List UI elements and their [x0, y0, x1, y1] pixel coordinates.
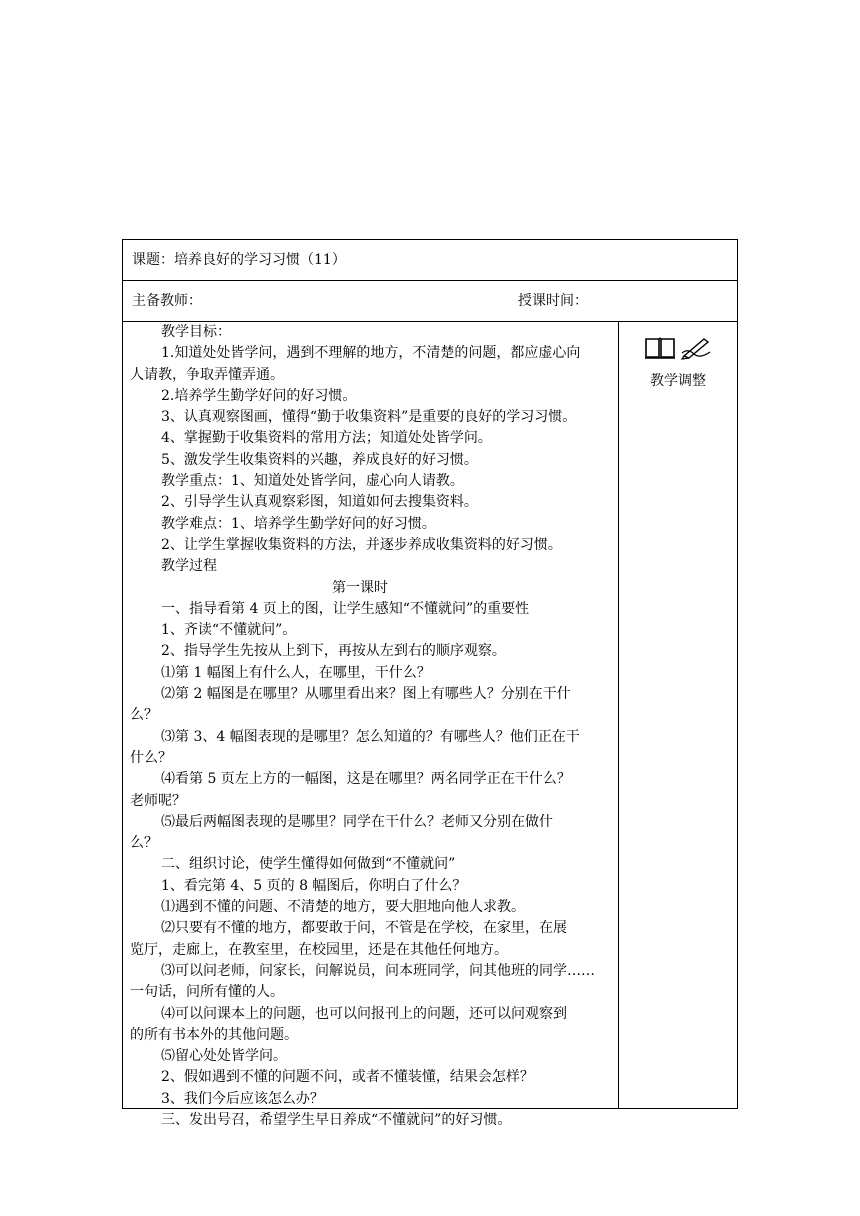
content-line: 2、让学生掌握收集资料的方法，并逐步养成收集资料的好习惯。 — [161, 536, 562, 553]
content-line: 4、掌握勤于收集资料的常用方法；知道处处皆学问。 — [161, 430, 492, 447]
content-line: 3、认真观察图画，懂得“勤于收集资料”是重要的良好的学习习惯。 — [161, 409, 577, 426]
content-line: ⑸最后两幅图表现的是哪里？同学在干什么？老师又分别在做什 — [161, 813, 553, 830]
lesson-title: 课题：培养良好的学习习惯（11） — [132, 252, 346, 268]
content-line: 三、发出号召，希望学生早日养成“不懂就问”的好习惯。 — [161, 1111, 512, 1128]
content-line: 2、假如遇到不懂的问题不问，或者不懂装懂，结果会怎样？ — [161, 1069, 534, 1086]
content-line: 1、看完第 4、5 页的 8 幅图后，你明白了什么？ — [161, 877, 467, 894]
content-line: 5、激发学生收集资料的兴趣，养成良好的好习惯。 — [161, 451, 478, 468]
content-line: ⑸留心处处皆学问。 — [161, 1048, 287, 1065]
content-line: 一、指导看第 4 页上的图，让学生感知“不懂就问”的重要性 — [161, 600, 530, 617]
content-line: 2.培养学生勤学好问的好习惯。 — [161, 387, 357, 404]
content-line: 教学难点：1、培养学生勤学好问的好习惯。 — [161, 515, 436, 532]
content-line: 教学目标： — [161, 324, 231, 340]
content-line: ⑵只要有不懂的地方，都要敢于问，不管是在学校，在家里，在展 — [161, 920, 567, 937]
lesson-plan-table — [122, 239, 738, 1128]
content-line: 的所有书本外的其他问题。 — [130, 1026, 298, 1043]
teacher-label: 主备教师： — [132, 293, 202, 309]
content-line: ⑶第 3、4 幅图表现的是哪里？怎么知道的？有哪些人？他们正在干 — [161, 728, 580, 745]
adjustment-label: 教学调整 — [650, 373, 706, 389]
content-line: 二、组织讨论，使学生懂得如何做到“不懂就问” — [161, 856, 456, 873]
content-line: 1.知道处处皆学问，遇到不理解的地方，不清楚的问题，都应虚心向 — [161, 345, 581, 362]
time-label: 授课时间： — [518, 293, 588, 309]
content-line: 教学重点：1、知道处处皆学问，虚心向人请教。 — [161, 473, 464, 490]
content-line: ⑵第 2 幅图是在哪里？从哪里看出来？图上有哪些人？分别在干什 — [161, 686, 571, 703]
pen-icon — [680, 336, 712, 362]
content-line: ⑴第 1 幅图上有什么人，在哪里，干什么？ — [161, 664, 431, 681]
content-line: 人请教，争取弄懂弄通。 — [130, 366, 284, 383]
content-line: ⑴遇到不懂的问题、不清楚的地方，要大胆地向他人求教。 — [161, 899, 525, 916]
content-line: ⑷看第 5 页左上方的一幅图，这是在哪里？两名同学正在干什么？ — [161, 771, 571, 788]
content-line: ⑶可以问老师，问家长，问解说员，问本班同学，问其他班的同学…… — [161, 962, 595, 979]
adjustment-column — [619, 322, 737, 1108]
side-icons — [619, 336, 737, 362]
content-line: 么？ — [130, 707, 158, 724]
content-line: 2、引导学生认真观察彩图，知道如何去搜集资料。 — [161, 494, 478, 511]
content-line: 第一课时 — [332, 579, 388, 596]
content-line: 3、我们今后应该怎么办？ — [161, 1090, 324, 1107]
content-line: 1、齐读“不懂就问”。 — [161, 622, 297, 639]
content-line: ⑷可以问课本上的问题，也可以问报刊上的问题，还可以问观察到 — [161, 1005, 567, 1022]
book-icon — [644, 336, 676, 362]
content-line: 么？ — [130, 835, 158, 852]
content-line: 一句话，问所有懂的人。 — [130, 984, 284, 1001]
content-line: 什么？ — [130, 749, 172, 766]
lesson-content — [123, 322, 619, 1128]
content-line: 老师呢？ — [130, 792, 186, 809]
content-line: 教学过程 — [161, 558, 217, 575]
content-line: 览厅，走廊上，在教室里，在校园里，还是在其他任何地方。 — [130, 941, 508, 958]
teacher-row — [123, 281, 737, 322]
content-line: 2、指导学生先按从上到下，再按从左到右的顺序观察。 — [161, 643, 506, 660]
lesson-title-row — [123, 240, 737, 281]
